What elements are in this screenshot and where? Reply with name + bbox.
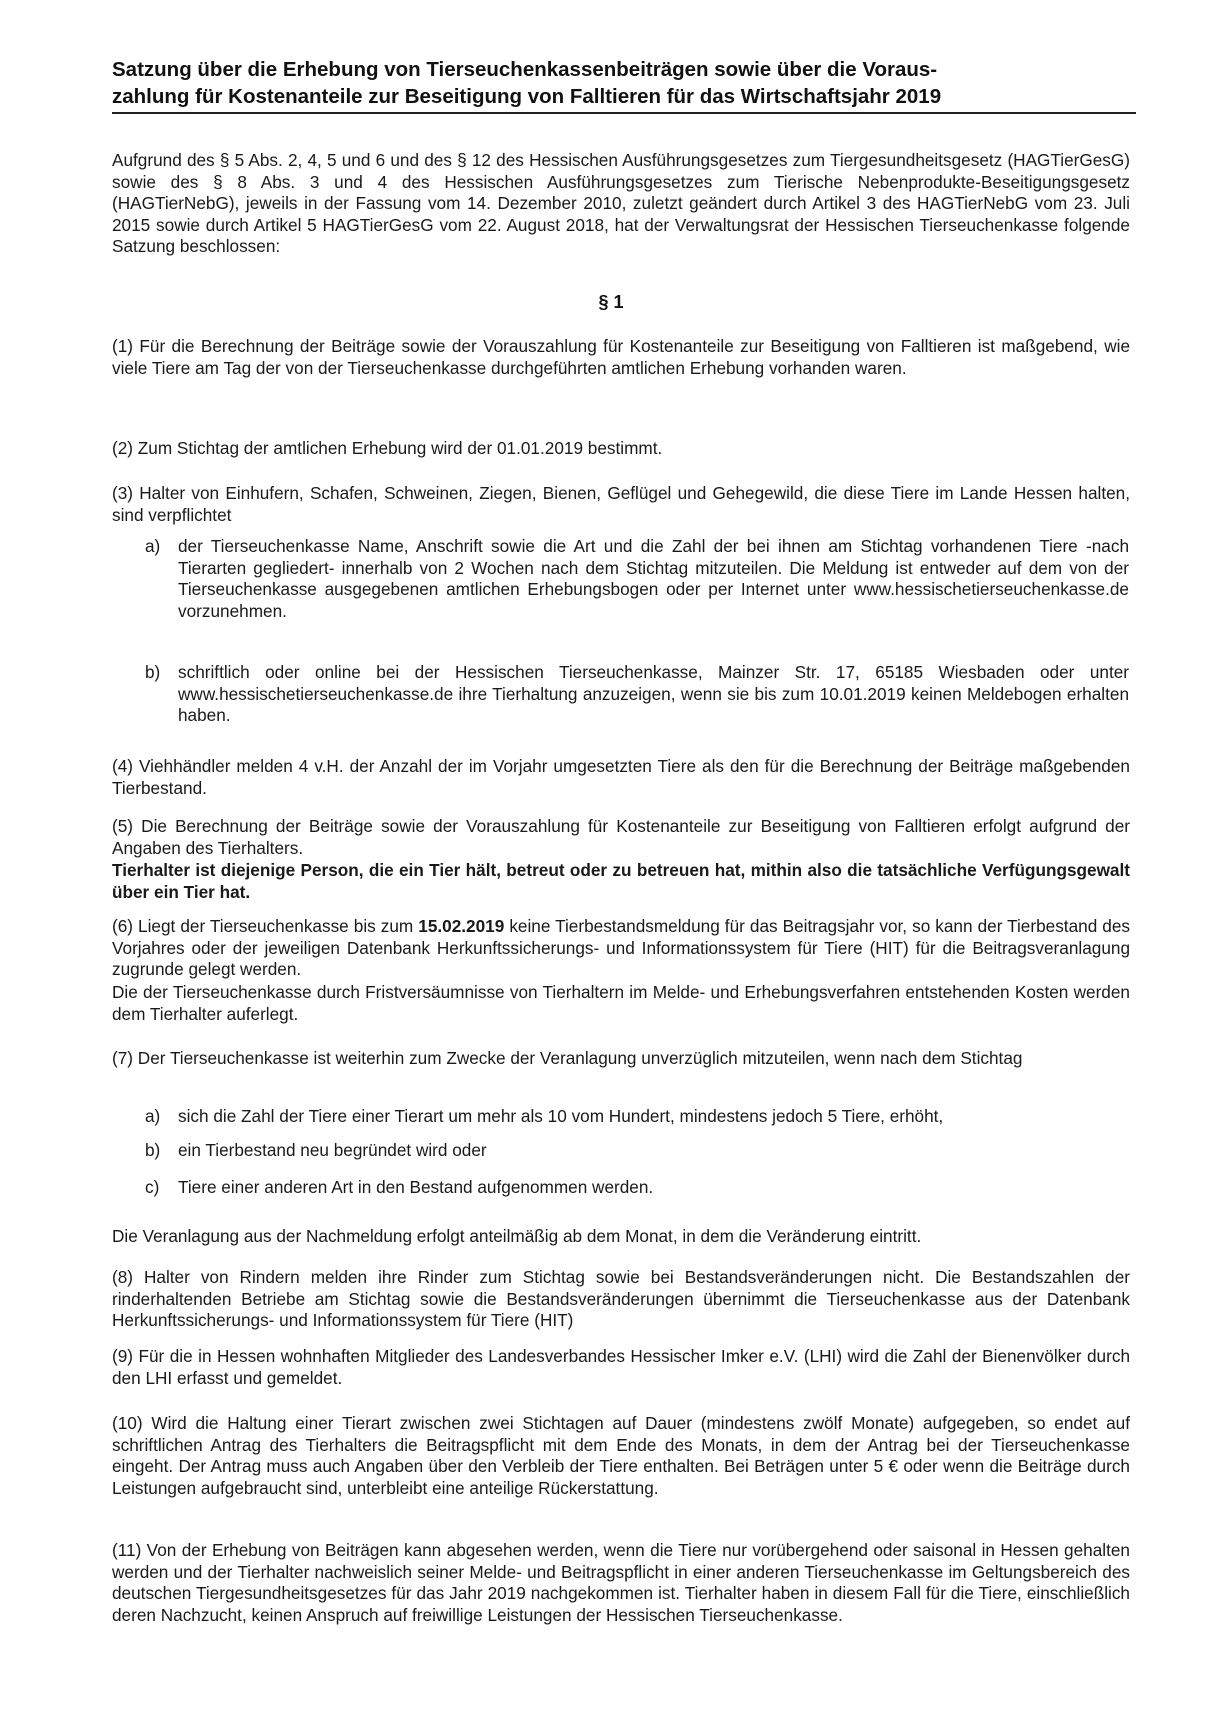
paragraph-7-item-b-label: b) (145, 1140, 161, 1160)
paragraph-7-item-a-label: a) (145, 1106, 161, 1126)
title-line-1: Satzung über die Erhebung von Tierseuchenkassenbeiträgen sowie über die Voraus- (112, 58, 938, 81)
title-line-2: zahlung für Kostenanteile zur Beseitigung von Falltieren für das Wirtschaftsjahr 2019 (112, 85, 942, 108)
paragraph-7-item-c-text: Tiere einer anderen Art in den Bestand aufgenommen werden. (178, 1177, 654, 1197)
paragraph-6 (112, 916, 1130, 981)
paragraph-6-deadline: 15.02.2019 (418, 916, 505, 936)
paragraph-3-item-b-label: b) (145, 662, 161, 682)
paragraph-3-item-a-text: der Tierseuchenkasse Name, Anschrift sowie die Art und die Zahl der bei ihnen am Stichtag vorhandenen Tiere -nach Tierarten gegliedert- innerhalb von 2 Wochen nach dem Stichtag mitzuteilen. Die Meldung ist entweder auf dem von der Tierseuchenkasse ausgegebenen amtlichen Erhebungsbogen oder per Internet unter www.hessischetierseuchenkasse.de vorzunehmen. (178, 536, 1129, 621)
paragraph-3-item-a-label: a) (145, 536, 161, 556)
paragraph-6-suffix: keine Tierbestandsmeldung für das Beitragsjahr vor, so kann der Tierbestand des Vorjahres oder der jeweiligen Datenbank Herkunftssicherungs- und Informationssystem für Tiere (HIT) für die Beitragsveranlagung zugrunde gelegt werden. (112, 916, 1130, 980)
document-title (112, 56, 1136, 114)
paragraph-1: (1) Für die Berechnung der Beiträge sowie der Vorauszahlung für Kostenanteile zur Beseitigung von Falltieren ist maßgebend, wie viele Tiere am Tag der von der Tierseuchenkasse durchgeführten amtlichen Erhebung vorhanden waren. (112, 336, 1130, 378)
paragraph-3: (3) Halter von Einhufern, Schafen, Schweinen, Ziegen, Bienen, Geflügel und Gehegewild, die diese Tiere im Lande Hessen halten, sind verpflichtet (112, 483, 1130, 525)
paragraph-6-costs: Die der Tierseuchenkasse durch Fristversäumnisse von Tierhaltern im Melde- und Erhebungsverfahren entstehenden Kosten werden dem Tierhalter auferlegt. (112, 982, 1130, 1024)
paragraph-4: (4) Viehhändler melden 4 v.H. der Anzahl der im Vorjahr umgesetzten Tiere als den für die Berechnung der Beiträge maßgebenden Tierbestand. (112, 756, 1130, 798)
paragraph-7-item-c-label: c) (145, 1177, 160, 1197)
paragraph-5-definition: Tierhalter ist diejenige Person, die ein Tier hält, betreut oder zu betreuen hat, mithin also die tatsächliche Verfügungsgewalt über ein Tier hat. (112, 860, 1130, 902)
paragraph-10: (10) Wird die Haltung einer Tierart zwischen zwei Stichtagen auf Dauer (mindestens zwölf Monate) aufgegeben, so endet auf schriftlichen Antrag des Tierhalters die Beitragspflicht mit dem Ende des Monats, in dem der Antrag bei der Tierseuchenkasse eingeht. Der Antrag muss auch Angaben über den Verbleib der Tiere enthalten. Bei Beträgen unter 5 € oder wenn die Beiträge durch Leistungen aufgebraucht sind, unterbleibt eine anteilige Rückerstattung. (112, 1413, 1130, 1498)
paragraph-3-item-b-text: schriftlich oder online bei der Hessischen Tierseuchenkasse, Mainzer Str. 17, 65185 Wiesbaden oder unter www.hessischetierseuchenkasse.de ihre Tierhaltung anzuzeigen, wenn sie bis zum 10.01.2019 keinen Meldebogen erhalten haben. (178, 662, 1129, 726)
paragraph-7: (7) Der Tierseuchenkasse ist weiterhin zum Zwecke der Veranlagung unverzüglich mitzuteilen, wenn nach dem Stichtag (112, 1048, 1023, 1068)
preamble: Aufgrund des § 5 Abs. 2, 4, 5 und 6 und des § 12 des Hessischen Ausführungsgesetzes zum Tiergesundheitsgesetz (HAGTierGesG) sowie des § 8 Abs. 3 und 4 des Hessischen Ausführungsgesetzes zum Tierische Nebenprodukte-Beseitigungsgesetz (HAGTierNebG), jeweils in der Fassung vom 14. Dezember 2010, zuletzt geändert durch Artikel 3 des HAGTierNebG vom 23. Juli 2015 sowie durch Artikel 5 HAGTierGesG vom 22. August 2018, hat der Verwaltungsrat der Hessischen Tierseuchenkasse folgende Satzung beschlossen: (112, 150, 1130, 257)
paragraph-8: (8) Halter von Rindern melden ihre Rinder zum Stichtag sowie bei Bestandsveränderungen nicht. Die Bestandszahlen der rinderhaltenden Betriebe am Stichtag sowie die Bestandsveränderungen übernimmt die Tierseuchenkasse aus der Datenbank Herkunftssicherungs- und Informationssystem für Tiere (HIT) (112, 1267, 1130, 1331)
paragraph-11: (11) Von der Erhebung von Beiträgen kann abgesehen werden, wenn die Tiere nur vorübergehend oder saisonal in Hessen gehalten werden und der Tierhalter nachweislich seiner Melde- und Beitragspflicht in einer anderen Tierseuchenkasse im Geltungsbereich des deutschen Tiergesundheitsgesetzes für das Jahr 2019 nachgekommen ist. Tierhalter haben in diesem Fall für die Tiere, einschließlich deren Nachzucht, keinen Anspruch auf freiwillige Leistungen der Hessischen Tierseuchenkasse. (112, 1540, 1130, 1625)
paragraph-7-item-b-text: ein Tierbestand neu begründet wird oder (178, 1140, 487, 1160)
paragraph-7-assessment: Die Veranlagung aus der Nachmeldung erfolgt anteilmäßig ab dem Monat, in dem die Veränderung eintritt. (112, 1226, 922, 1246)
paragraph-9: (9) Für die in Hessen wohnhaften Mitglieder des Landesverbandes Hessischer Imker e.V. (LHI) wird die Zahl der Bienenvölker durch den LHI erfasst und gemeldet. (112, 1346, 1130, 1388)
paragraph-5: (5) Die Berechnung der Beiträge sowie der Vorauszahlung für Kostenanteile zur Beseitigung von Falltieren erfolgt aufgrund der Angaben des Tierhalters. (112, 816, 1130, 858)
paragraph-6-prefix: (6) Liegt der Tierseuchenkasse bis zum (112, 916, 419, 936)
paragraph-2: (2) Zum Stichtag der amtlichen Erhebung wird der 01.01.2019 bestimmt. (112, 438, 663, 458)
section-heading: § 1 (598, 292, 624, 312)
paragraph-7-item-a-text: sich die Zahl der Tiere einer Tierart um mehr als 10 vom Hundert, mindestens jedoch 5 Tiere, erhöht, (178, 1106, 944, 1126)
